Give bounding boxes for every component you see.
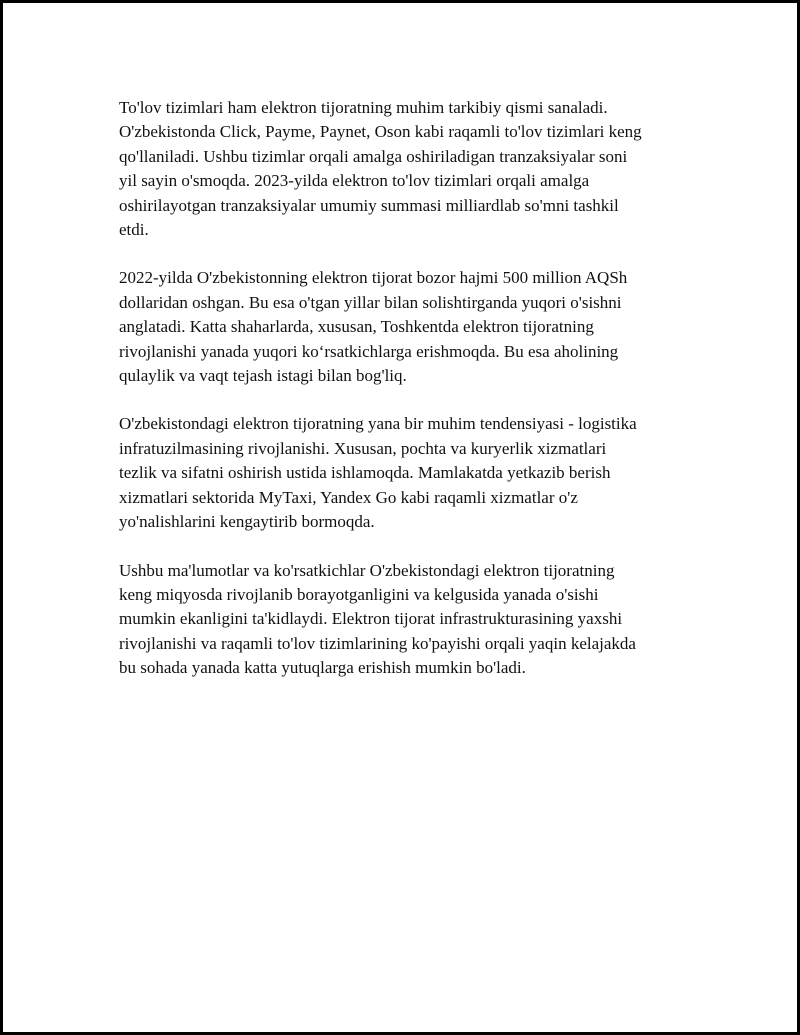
paragraph-payment-systems: To'lov tizimlari ham elektron tijoratning muhim tarkibiy qismi sanaladi. O'zbekistonda Click, Payme, Paynet, Oson kabi raqamli to'lov tizimlari keng qo'llaniladi. Ushbu tizimlar orqali amalga oshiriladigan tranzaksiyalar soni yil sayin o'smoqda. 2023-yilda elektron to'lov tizimlari orqali amalga oshirilayotgan tranzaksiyalar umumiy summasi milliardlab so'mni tashkil etdi. <box>119 98 642 240</box>
document-body <box>119 96 709 705</box>
paragraph-logistics: O'zbekistondagi elektron tijoratning yana bir muhim tendensiyasi - logistika infratuzilmasining rivojlanishi. Xususan, pochta va kuryerlik xizmatlari tezlik va sifatni oshirish ustida ishlamoqda. Mamlakatda yetkazib berish xizmatlari sektorida MyTaxi, Yandex Go kabi raqamli xizmatlar o'z yo'nalishlarini kengaytirib bormoqda. <box>119 414 637 532</box>
paragraph-market-size: 2022-yilda O'zbekistonning elektron tijorat bozor hajmi 500 million AQSh dollaridan oshgan. Bu esa o'tgan yillar bilan solishtirganda yuqori o'sishni anglatadi. Katta shaharlarda, xususan, Toshkentda elektron tijoratning rivojlanishi yanada yuqori ko‘rsatkichlarga erishmoqda. Bu esa aholining qulaylik va vaqt tejash istagi bilan bog'liq. <box>119 268 628 386</box>
paragraph-conclusion: Ushbu ma'lumotlar va ko'rsatkichlar O'zbekistondagi elektron tijoratning keng miqyosda rivojlanib borayotganligini va kelgusida yanada o'sishi mumkin ekanligini ta'kidlaydi. Elektron tijorat infrastrukturasining yaxshi rivojlanishi va raqamli to'lov tizimlarining ko'payishi orqali yaqin kelajakda bu sohada yanada katta yutuqlarga erishish mumkin bo'ladi. <box>119 560 636 678</box>
